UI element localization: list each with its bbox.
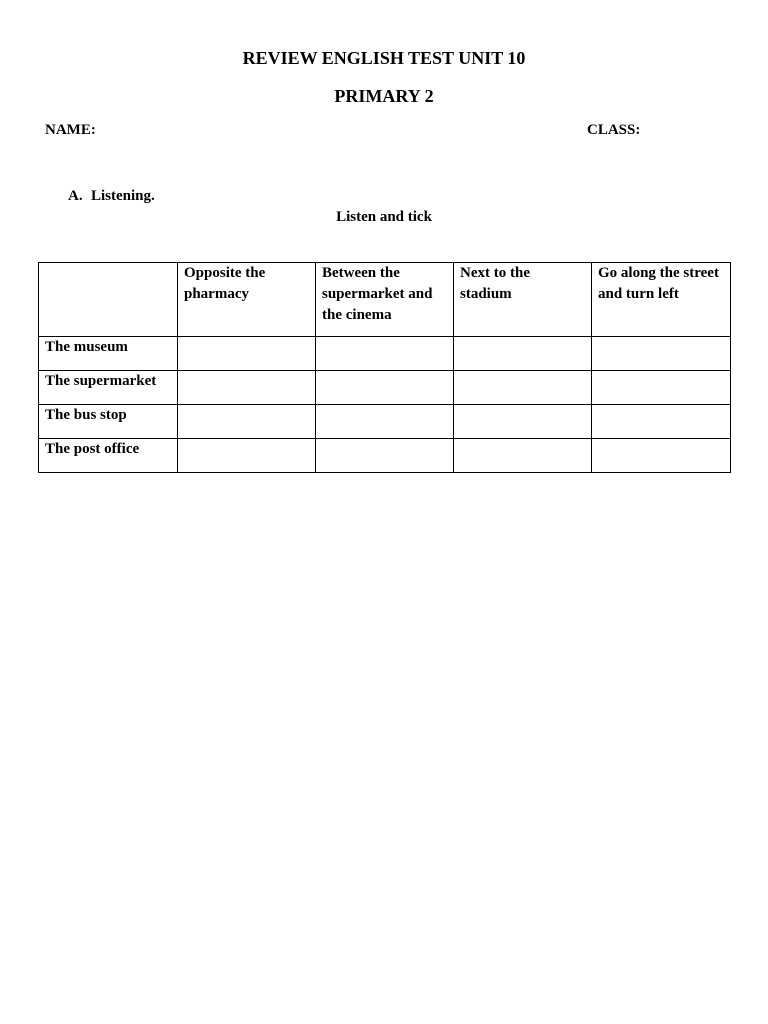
name-label: NAME: — [45, 122, 96, 138]
tick-cell[interactable] — [592, 337, 731, 371]
tick-cell[interactable] — [316, 439, 454, 473]
header-cell-blank — [39, 263, 178, 337]
tick-cell[interactable] — [178, 405, 316, 439]
tick-cell[interactable] — [592, 371, 731, 405]
header-cell: Opposite the pharmacy — [178, 263, 316, 337]
table-row — [39, 405, 731, 439]
header-cell: Next to the stadium — [454, 263, 592, 337]
answer-table — [38, 262, 731, 473]
row-label: The supermarket — [39, 371, 178, 405]
tick-cell[interactable] — [316, 405, 454, 439]
tick-cell[interactable] — [178, 371, 316, 405]
tick-cell[interactable] — [454, 439, 592, 473]
table-row — [39, 371, 731, 405]
tick-cell[interactable] — [454, 405, 592, 439]
tick-cell[interactable] — [592, 439, 731, 473]
table-header-row — [39, 263, 731, 337]
tick-cell[interactable] — [316, 371, 454, 405]
tick-cell[interactable] — [316, 337, 454, 371]
row-label: The bus stop — [39, 405, 178, 439]
section-marker: A. — [68, 188, 83, 204]
tick-cell[interactable] — [178, 439, 316, 473]
section-title: Listening. — [91, 188, 155, 204]
header-cell: Go along the street and turn left — [592, 263, 731, 337]
row-label: The post office — [39, 439, 178, 473]
section-a-heading — [68, 187, 155, 205]
header-cell: Between the supermarket and the cinema — [316, 263, 454, 337]
row-label: The museum — [39, 337, 178, 371]
tick-cell[interactable] — [592, 405, 731, 439]
page-subtitle: PRIMARY 2 — [334, 86, 434, 106]
class-label: CLASS: — [587, 122, 641, 138]
table-row — [39, 439, 731, 473]
page-title: REVIEW ENGLISH TEST UNIT 10 — [242, 48, 526, 68]
instruction-text: Listen and tick — [336, 209, 432, 225]
tick-cell[interactable] — [454, 337, 592, 371]
table-row — [39, 337, 731, 371]
tick-cell[interactable] — [454, 371, 592, 405]
tick-cell[interactable] — [178, 337, 316, 371]
